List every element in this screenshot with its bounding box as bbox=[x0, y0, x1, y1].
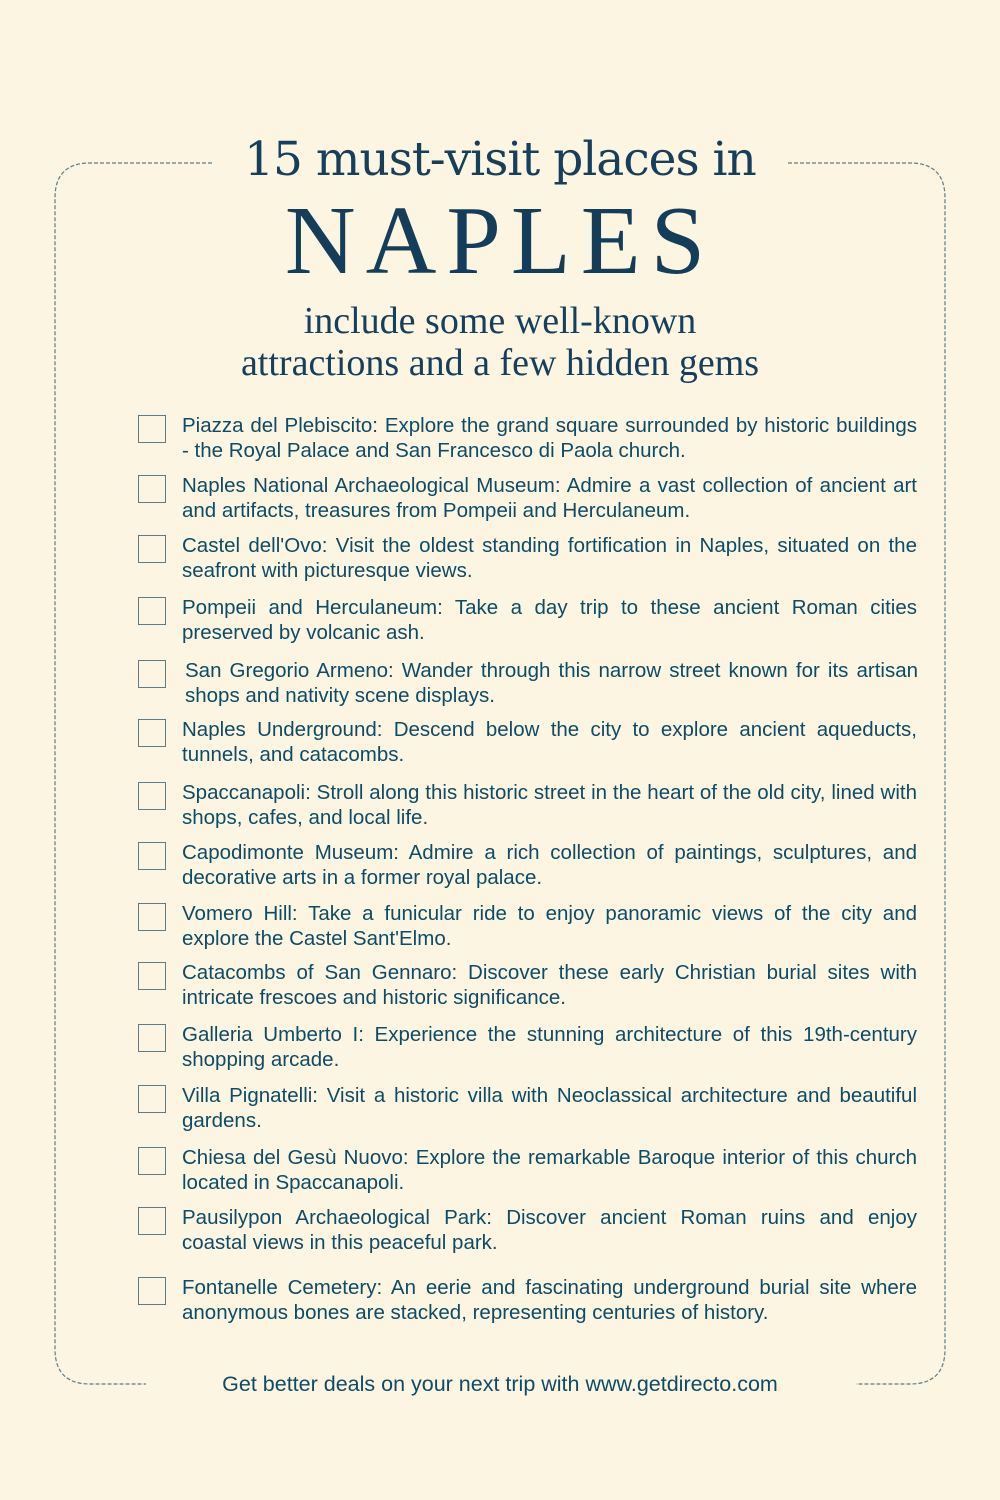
checklist-item bbox=[138, 1022, 918, 1072]
checklist-item bbox=[138, 595, 918, 645]
checklist-item bbox=[138, 1275, 918, 1325]
checkbox[interactable] bbox=[138, 415, 166, 443]
checklist-item-text: Capodimonte Museum: Admire a rich collection of paintings, sculptures, and decorative arts in a former royal palace. bbox=[182, 841, 917, 889]
checklist-item bbox=[138, 717, 918, 767]
checklist-item-text: Piazza del Plebiscito: Explore the grand square surrounded by historic buildings - the Royal Palace and San Francesco di Paola church. bbox=[182, 414, 917, 462]
checklist-item bbox=[138, 840, 918, 890]
checklist-item-text: Naples Underground: Descend below the city to explore ancient aqueducts, tunnels, and catacombs. bbox=[182, 718, 917, 766]
checklist-item-text: Naples National Archaeological Museum: Admire a vast collection of ancient art and artifacts, treasures from Pompeii and Herculaneum. bbox=[182, 474, 917, 522]
checkbox[interactable] bbox=[138, 1024, 166, 1052]
title-line-1: 15 must-visit places in bbox=[244, 132, 756, 187]
checklist-item-text: Fontanelle Cemetery: An eerie and fascinating underground burial site where anonymous bones are stacked, representing centuries of history. bbox=[182, 1276, 917, 1324]
subtitle bbox=[0, 300, 1000, 384]
checkbox[interactable] bbox=[138, 962, 166, 990]
checklist-item bbox=[138, 1205, 918, 1255]
checkbox[interactable] bbox=[138, 1207, 166, 1235]
checklist-item-text: Pompeii and Herculaneum: Take a day trip to these ancient Roman cities preserved by volcanic ash. bbox=[182, 596, 917, 644]
checklist-item-text: Castel dell'Ovo: Visit the oldest standing fortification in Naples, situated on the seafront with picturesque views. bbox=[182, 534, 917, 582]
checklist-item bbox=[138, 780, 918, 830]
checklist-item bbox=[138, 658, 918, 708]
checklist-item bbox=[138, 533, 918, 583]
checkbox[interactable] bbox=[138, 475, 166, 503]
title-naples: NAPLES bbox=[284, 187, 716, 295]
checkbox[interactable] bbox=[138, 660, 166, 688]
checkbox[interactable] bbox=[138, 597, 166, 625]
checkbox[interactable] bbox=[138, 1085, 166, 1113]
checklist-item-text: Catacombs of San Gennaro: Discover these early Christian burial sites with intricate frescoes and historic significance. bbox=[182, 961, 917, 1009]
checkbox[interactable] bbox=[138, 842, 166, 870]
checkbox[interactable] bbox=[138, 1147, 166, 1175]
checklist-item bbox=[138, 413, 918, 463]
checklist-item bbox=[138, 1145, 918, 1195]
checkbox[interactable] bbox=[138, 903, 166, 931]
footer-promo-text: Get better deals on your next trip with www.getdirecto.com bbox=[214, 1372, 786, 1396]
checklist-item-text: Chiesa del Gesù Nuovo: Explore the remarkable Baroque interior of this church located in Spaccanapoli. bbox=[182, 1146, 917, 1194]
checklist-item-text: San Gregorio Armeno: Wander through this narrow street known for its artisan shops and nativity scene displays. bbox=[185, 659, 918, 707]
checklist-item bbox=[138, 473, 918, 523]
checklist-item bbox=[138, 1083, 918, 1133]
subtitle-line-2: attractions and a few hidden gems bbox=[240, 342, 760, 384]
checkbox[interactable] bbox=[138, 782, 166, 810]
checkbox[interactable] bbox=[138, 719, 166, 747]
checklist-item-text: Spaccanapoli: Stroll along this historic street in the heart of the old city, lined with shops, cafes, and local life. bbox=[182, 781, 917, 829]
checkbox[interactable] bbox=[138, 1277, 166, 1305]
footer bbox=[0, 1368, 1000, 1400]
checkbox[interactable] bbox=[138, 535, 166, 563]
checklist-item-text: Vomero Hill: Take a funicular ride to enjoy panoramic views of the city and explore the Castel Sant'Elmo. bbox=[182, 902, 917, 950]
checklist-item-text: Galleria Umberto I: Experience the stunning architecture of this 19th-century shopping arcade. bbox=[182, 1023, 917, 1071]
subtitle-line-1: include some well-known bbox=[303, 300, 697, 342]
checklist-item-text: Villa Pignatelli: Visit a historic villa with Neoclassical architecture and beautiful gardens. bbox=[182, 1084, 917, 1132]
checklist-item bbox=[138, 960, 918, 1010]
checklist-item-text: Pausilypon Archaeological Park: Discover ancient Roman ruins and enjoy coastal views in this peaceful park. bbox=[182, 1206, 917, 1254]
checklist-item bbox=[138, 901, 918, 951]
